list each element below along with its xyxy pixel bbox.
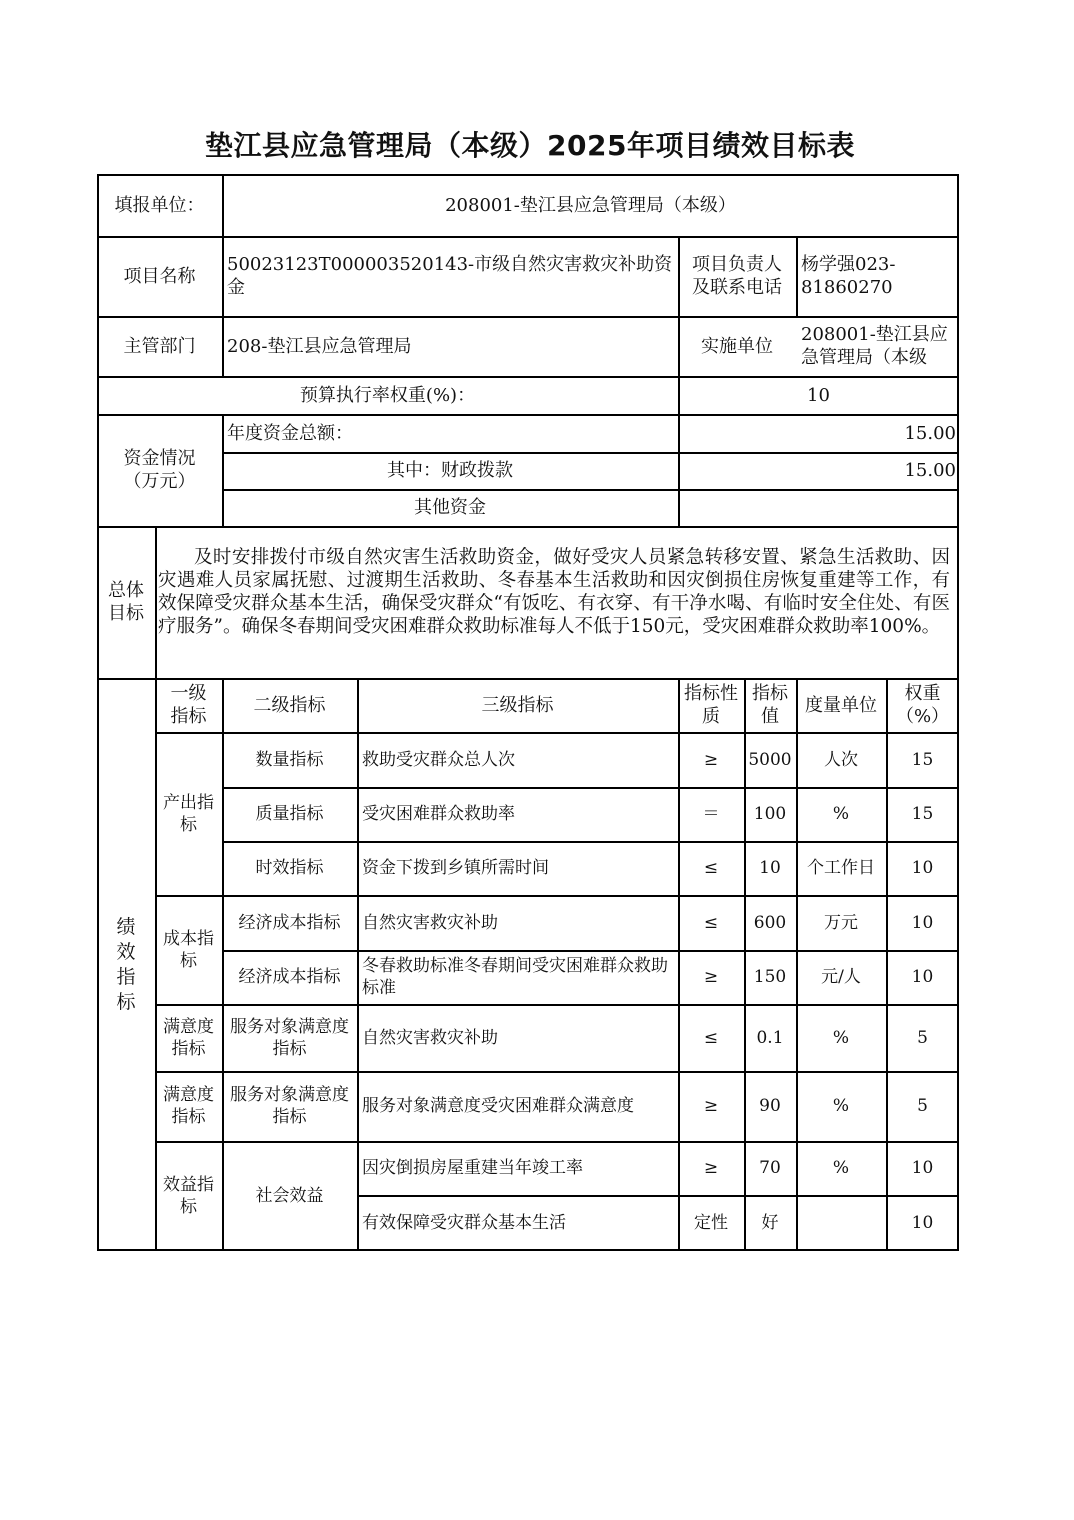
contact-label: 项目负责人及联系电话 bbox=[692, 254, 782, 298]
row-value: 600 bbox=[753, 912, 787, 933]
level2-timeliness: 时效指标 bbox=[255, 858, 324, 878]
row-level3: 受灾困难群众救助率 bbox=[362, 804, 515, 824]
row-nature: 定性 bbox=[694, 1213, 728, 1233]
row-value: 5000 bbox=[748, 749, 792, 770]
funds-fiscal-label: 其中：财政拨款 bbox=[387, 460, 513, 481]
row-unit: 个工作日 bbox=[807, 858, 875, 878]
row-value: 100 bbox=[753, 804, 787, 824]
row-weight: 10 bbox=[911, 967, 934, 987]
dept-label: 主管部门 bbox=[123, 335, 196, 357]
header-value: 指标值 bbox=[752, 683, 788, 727]
row-weight: 5 bbox=[917, 1096, 928, 1116]
row-nature: ≥ bbox=[703, 749, 719, 770]
row-level3: 冬春救助标准冬春期间受灾困难群众救助标准 bbox=[362, 956, 668, 998]
row-value: 好 bbox=[761, 1213, 779, 1233]
level2-economic-cost: 经济成本指标 bbox=[238, 967, 341, 987]
project-name-label: 项目名称 bbox=[123, 265, 196, 287]
row-unit: % bbox=[832, 1027, 850, 1048]
row-level3: 因灾倒损房屋重建当年竣工率 bbox=[362, 1158, 583, 1178]
level2-quantity: 数量指标 bbox=[255, 749, 324, 770]
level2-social-benefit: 社会效益 bbox=[255, 1186, 324, 1206]
row-nature: ≤ bbox=[703, 1027, 719, 1048]
row-value: 70 bbox=[759, 1158, 781, 1178]
row-weight: 10 bbox=[911, 1213, 934, 1233]
header-level1: 一级指标 bbox=[170, 683, 207, 727]
funds-total-value: 15.00 bbox=[904, 422, 956, 444]
funds-other-value bbox=[678, 489, 959, 526]
row-level3: 服务对象满意度受灾困难群众满意度 bbox=[362, 1096, 634, 1116]
row-weight: 10 bbox=[911, 1158, 934, 1178]
impl-value: 208001-垫江县应急管理局（本级 bbox=[801, 324, 948, 368]
level1-benefit: 效益指标 bbox=[163, 1175, 214, 1217]
row-value: 10 bbox=[759, 858, 781, 878]
row-nature: ≥ bbox=[703, 1158, 719, 1178]
level1-satisfaction: 满意度指标 bbox=[163, 1085, 214, 1127]
impl-label: 实施单位 bbox=[701, 335, 773, 357]
funds-other-label: 其他资金 bbox=[414, 497, 486, 518]
row-nature: ≥ bbox=[703, 1096, 719, 1116]
row-level3: 有效保障受灾群众基本生活 bbox=[362, 1213, 566, 1233]
row-nature: ≥ bbox=[703, 967, 719, 987]
row-unit: % bbox=[832, 804, 850, 824]
indicators-label: 绩效指标 bbox=[116, 915, 136, 1013]
header-nature: 指标性质 bbox=[684, 683, 738, 727]
level1-cost: 成本指标 bbox=[163, 928, 214, 971]
row-value: 150 bbox=[753, 967, 787, 987]
level2-service-satisfaction: 服务对象满意度指标 bbox=[230, 1016, 349, 1059]
goal-label: 总体目标 bbox=[108, 580, 144, 624]
dept-value: 208-垫江县应急管理局 bbox=[227, 335, 412, 357]
level2-quality: 质量指标 bbox=[255, 804, 324, 824]
funds-total-label: 年度资金总额： bbox=[227, 422, 353, 444]
row-unit: % bbox=[832, 1096, 850, 1116]
funds-label: 资金情况（万元） bbox=[123, 448, 196, 492]
unit-label: 填报单位： bbox=[114, 194, 205, 216]
level2-economic-cost: 经济成本指标 bbox=[238, 912, 341, 933]
row-level3: 救助受灾群众总人次 bbox=[362, 749, 515, 770]
row-level3: 自然灾害救灾补助 bbox=[362, 912, 498, 933]
row-weight: 10 bbox=[911, 858, 934, 878]
row-weight: 15 bbox=[911, 804, 934, 824]
budget-weight-label: 预算执行率权重(%)： bbox=[299, 384, 476, 406]
page-title: 垫江县应急管理局（本级）2025年项目绩效目标表 bbox=[205, 129, 855, 162]
header-level3: 三级指标 bbox=[481, 694, 554, 716]
header-level2: 二级指标 bbox=[253, 694, 326, 716]
row-unit: 万元 bbox=[824, 912, 858, 933]
level2-service-satisfaction: 服务对象满意度指标 bbox=[230, 1085, 349, 1127]
row-level3: 资金下拨到乡镇所需时间 bbox=[362, 858, 549, 878]
row-value: 0.1 bbox=[756, 1027, 784, 1048]
row-unit: % bbox=[832, 1158, 850, 1178]
row-value: 90 bbox=[759, 1096, 781, 1116]
row-level3: 自然灾害救灾补助 bbox=[362, 1027, 498, 1048]
row-weight: 15 bbox=[911, 749, 934, 770]
header-unit: 度量单位 bbox=[805, 694, 877, 716]
header-weight: 权重（%） bbox=[895, 683, 950, 727]
budget-weight-value: 10 bbox=[807, 384, 830, 406]
unit-value: 208001-垫江县应急管理局（本级） bbox=[445, 194, 736, 216]
row-nature: ≤ bbox=[703, 912, 719, 933]
row-unit: 元/人 bbox=[821, 967, 861, 987]
row-weight: 5 bbox=[917, 1027, 928, 1048]
row-nature: ＝ bbox=[702, 804, 720, 824]
row-unit bbox=[796, 1195, 886, 1251]
project-name-value: 50023123T000003520143-市级自然灾害救灾补助资金 bbox=[227, 254, 673, 298]
row-nature: ≤ bbox=[703, 858, 719, 878]
contact-value: 杨学强023-81860270 bbox=[801, 254, 896, 298]
level1-output: 产出指标 bbox=[163, 792, 214, 835]
row-weight: 10 bbox=[911, 912, 934, 933]
row-unit: 人次 bbox=[824, 749, 858, 770]
goal-text: 及时安排拨付市级自然灾害生活救助资金，做好受灾人员紧急转移安置、紧急生活救助、因灾遇难人员家属抚慰、过渡期生活救助、冬春基本生活救助和因灾倒损住房恢复重建等工作，有效保障受灾群众基本生活，确保受灾群众“有饭吃、有衣穿、有干净水喝、有临时安全住处、有医疗服务”。确保冬春期间受灾困难群众救助标准每人不低于150元，受灾困难群众救助率100%。 bbox=[158, 547, 950, 637]
funds-fiscal-value: 15.00 bbox=[904, 460, 956, 481]
level1-satisfaction: 满意度指标 bbox=[163, 1016, 214, 1059]
